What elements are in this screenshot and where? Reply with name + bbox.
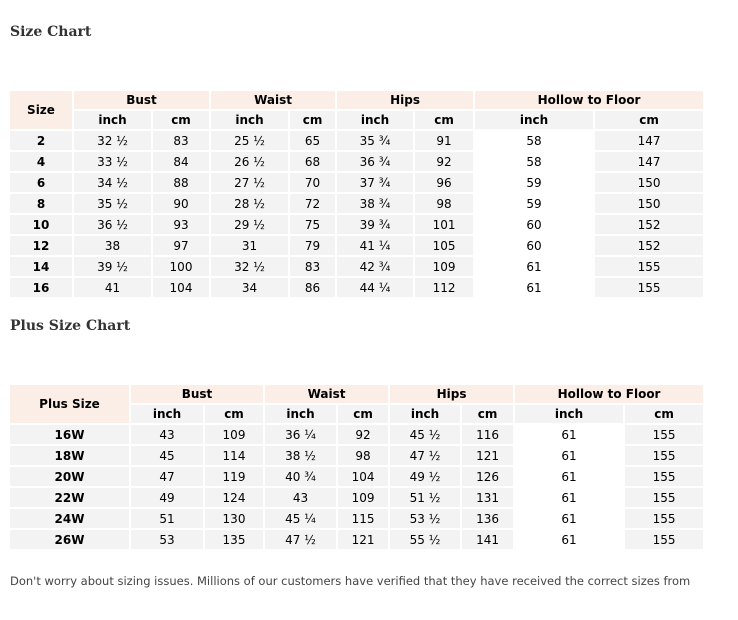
table-cell: 91	[414, 130, 474, 151]
unit-header: cm	[414, 110, 474, 130]
unit-header: inch	[264, 404, 337, 424]
table-cell: 68	[289, 151, 336, 172]
table-cell: 105	[414, 235, 474, 256]
table-row	[10, 445, 704, 466]
table-row	[10, 151, 704, 172]
table-cell: 88	[152, 172, 210, 193]
table-cell: 155	[594, 277, 704, 298]
hollow-to-floor-header: Hollow to Floor	[474, 91, 704, 110]
table-cell: 61	[514, 529, 624, 550]
table-cell: 59	[474, 172, 594, 193]
table-cell: 61	[474, 277, 594, 298]
table-cell: 121	[337, 529, 389, 550]
table-cell: 32 ½	[210, 256, 289, 277]
table-cell: 47 ½	[389, 445, 461, 466]
unit-header: inch	[389, 404, 461, 424]
table-row	[10, 424, 704, 445]
unit-header: cm	[461, 404, 514, 424]
table-cell: 37 ¾	[336, 172, 414, 193]
table-cell: 70	[289, 172, 336, 193]
table-cell: 116	[461, 424, 514, 445]
table-cell: 115	[337, 508, 389, 529]
table-cell: 72	[289, 193, 336, 214]
table-cell: 83	[289, 256, 336, 277]
size-label: 18W	[10, 445, 130, 466]
unit-header: inch	[474, 110, 594, 130]
table-cell: 150	[594, 172, 704, 193]
table-cell: 61	[514, 424, 624, 445]
table-cell: 61	[514, 466, 624, 487]
table-row	[10, 529, 704, 550]
table-cell: 101	[414, 214, 474, 235]
table-cell: 126	[461, 466, 514, 487]
plus-size-chart-title: Plus Size Chart	[10, 318, 131, 334]
unit-header: inch	[73, 110, 152, 130]
table-cell: 36 ½	[73, 214, 152, 235]
table-cell: 109	[204, 424, 264, 445]
table-cell: 33 ½	[73, 151, 152, 172]
table-cell: 121	[461, 445, 514, 466]
size-label: 12	[10, 235, 73, 256]
table-cell: 98	[414, 193, 474, 214]
table-cell: 147	[594, 130, 704, 151]
table-cell: 41 ¼	[336, 235, 414, 256]
table-cell: 61	[474, 256, 594, 277]
unit-header-row	[10, 110, 704, 130]
group-header-row	[10, 91, 704, 110]
table-row	[10, 256, 704, 277]
table-cell: 136	[461, 508, 514, 529]
hollow-to-floor-header: Hollow to Floor	[514, 385, 704, 404]
table-cell: 59	[474, 193, 594, 214]
table-cell: 150	[594, 193, 704, 214]
table-cell: 104	[152, 277, 210, 298]
plus-size-chart-table	[10, 385, 705, 551]
size-column-header: Size	[10, 91, 73, 130]
table-cell: 34 ½	[73, 172, 152, 193]
size-label: 20W	[10, 466, 130, 487]
table-cell: 38 ¾	[336, 193, 414, 214]
hips-header: Hips	[336, 91, 474, 110]
table-cell: 92	[337, 424, 389, 445]
table-cell: 90	[152, 193, 210, 214]
waist-header: Waist	[264, 385, 389, 404]
table-cell: 40 ¾	[264, 466, 337, 487]
table-cell: 51 ½	[389, 487, 461, 508]
table-cell: 38	[73, 235, 152, 256]
table-cell: 45 ¼	[264, 508, 337, 529]
table-cell: 155	[624, 424, 704, 445]
size-label: 6	[10, 172, 73, 193]
table-cell: 42 ¾	[336, 256, 414, 277]
table-cell: 124	[204, 487, 264, 508]
table-cell: 109	[414, 256, 474, 277]
table-cell: 152	[594, 235, 704, 256]
table-cell: 93	[152, 214, 210, 235]
table-cell: 55 ½	[389, 529, 461, 550]
table-cell: 131	[461, 487, 514, 508]
table-cell: 58	[474, 151, 594, 172]
bust-header: Bust	[130, 385, 264, 404]
table-cell: 84	[152, 151, 210, 172]
unit-header: inch	[130, 404, 204, 424]
table-cell: 155	[624, 487, 704, 508]
table-cell: 104	[337, 466, 389, 487]
size-label: 4	[10, 151, 73, 172]
group-header-row	[10, 385, 704, 404]
table-cell: 32 ½	[73, 130, 152, 151]
table-cell: 155	[624, 445, 704, 466]
table-cell: 53 ½	[389, 508, 461, 529]
table-row	[10, 277, 704, 298]
table-cell: 109	[337, 487, 389, 508]
table-row	[10, 235, 704, 256]
table-cell: 45 ½	[389, 424, 461, 445]
table-row	[10, 193, 704, 214]
table-cell: 35 ½	[73, 193, 152, 214]
unit-header: cm	[337, 404, 389, 424]
table-cell: 49 ½	[389, 466, 461, 487]
table-cell: 155	[624, 529, 704, 550]
size-label: 22W	[10, 487, 130, 508]
table-cell: 61	[514, 445, 624, 466]
table-cell: 38 ½	[264, 445, 337, 466]
table-cell: 98	[337, 445, 389, 466]
table-cell: 155	[594, 256, 704, 277]
table-cell: 39 ¾	[336, 214, 414, 235]
size-chart-title: Size Chart	[10, 24, 92, 40]
size-label: 16W	[10, 424, 130, 445]
table-cell: 34	[210, 277, 289, 298]
size-label: 16	[10, 277, 73, 298]
table-cell: 155	[624, 466, 704, 487]
size-label: 26W	[10, 529, 130, 550]
plus-size-column-header: Plus Size	[10, 385, 130, 424]
table-cell: 130	[204, 508, 264, 529]
table-cell: 112	[414, 277, 474, 298]
table-cell: 100	[152, 256, 210, 277]
table-cell: 51	[130, 508, 204, 529]
table-cell: 35 ¾	[336, 130, 414, 151]
table-cell: 75	[289, 214, 336, 235]
table-cell: 36 ¾	[336, 151, 414, 172]
table-cell: 65	[289, 130, 336, 151]
table-cell: 26 ½	[210, 151, 289, 172]
hips-header: Hips	[389, 385, 514, 404]
table-cell: 147	[594, 151, 704, 172]
size-label: 10	[10, 214, 73, 235]
table-cell: 141	[461, 529, 514, 550]
table-row	[10, 130, 704, 151]
table-row	[10, 172, 704, 193]
bust-header: Bust	[73, 91, 210, 110]
unit-header: cm	[289, 110, 336, 130]
table-cell: 49	[130, 487, 204, 508]
table-cell: 61	[514, 508, 624, 529]
table-row	[10, 487, 704, 508]
size-label: 8	[10, 193, 73, 214]
table-cell: 25 ½	[210, 130, 289, 151]
table-cell: 45	[130, 445, 204, 466]
table-row	[10, 214, 704, 235]
table-cell: 60	[474, 235, 594, 256]
unit-header: cm	[204, 404, 264, 424]
table-row	[10, 466, 704, 487]
table-cell: 83	[152, 130, 210, 151]
table-cell: 79	[289, 235, 336, 256]
table-cell: 47	[130, 466, 204, 487]
table-cell: 43	[264, 487, 337, 508]
table-cell: 36 ¼	[264, 424, 337, 445]
table-cell: 119	[204, 466, 264, 487]
waist-header: Waist	[210, 91, 336, 110]
size-label: 2	[10, 130, 73, 151]
table-cell: 31	[210, 235, 289, 256]
table-cell: 86	[289, 277, 336, 298]
table-cell: 41	[73, 277, 152, 298]
table-cell: 92	[414, 151, 474, 172]
table-cell: 44 ¼	[336, 277, 414, 298]
table-cell: 135	[204, 529, 264, 550]
table-cell: 29 ½	[210, 214, 289, 235]
table-cell: 60	[474, 214, 594, 235]
size-chart-table	[10, 91, 705, 299]
unit-header: cm	[594, 110, 704, 130]
unit-header: inch	[514, 404, 624, 424]
table-cell: 97	[152, 235, 210, 256]
table-cell: 47 ½	[264, 529, 337, 550]
unit-header: inch	[336, 110, 414, 130]
table-row	[10, 508, 704, 529]
table-cell: 114	[204, 445, 264, 466]
table-cell: 58	[474, 130, 594, 151]
size-label: 14	[10, 256, 73, 277]
table-cell: 39 ½	[73, 256, 152, 277]
table-cell: 61	[514, 487, 624, 508]
table-cell: 96	[414, 172, 474, 193]
sizing-note: Don't worry about sizing issues. Millions of our customers have verified that they have received the correct sizes from	[10, 574, 691, 588]
table-cell: 27 ½	[210, 172, 289, 193]
table-cell: 28 ½	[210, 193, 289, 214]
size-label: 24W	[10, 508, 130, 529]
unit-header: cm	[624, 404, 704, 424]
table-cell: 152	[594, 214, 704, 235]
table-cell: 155	[624, 508, 704, 529]
unit-header: cm	[152, 110, 210, 130]
table-cell: 53	[130, 529, 204, 550]
table-cell: 43	[130, 424, 204, 445]
unit-header: inch	[210, 110, 289, 130]
